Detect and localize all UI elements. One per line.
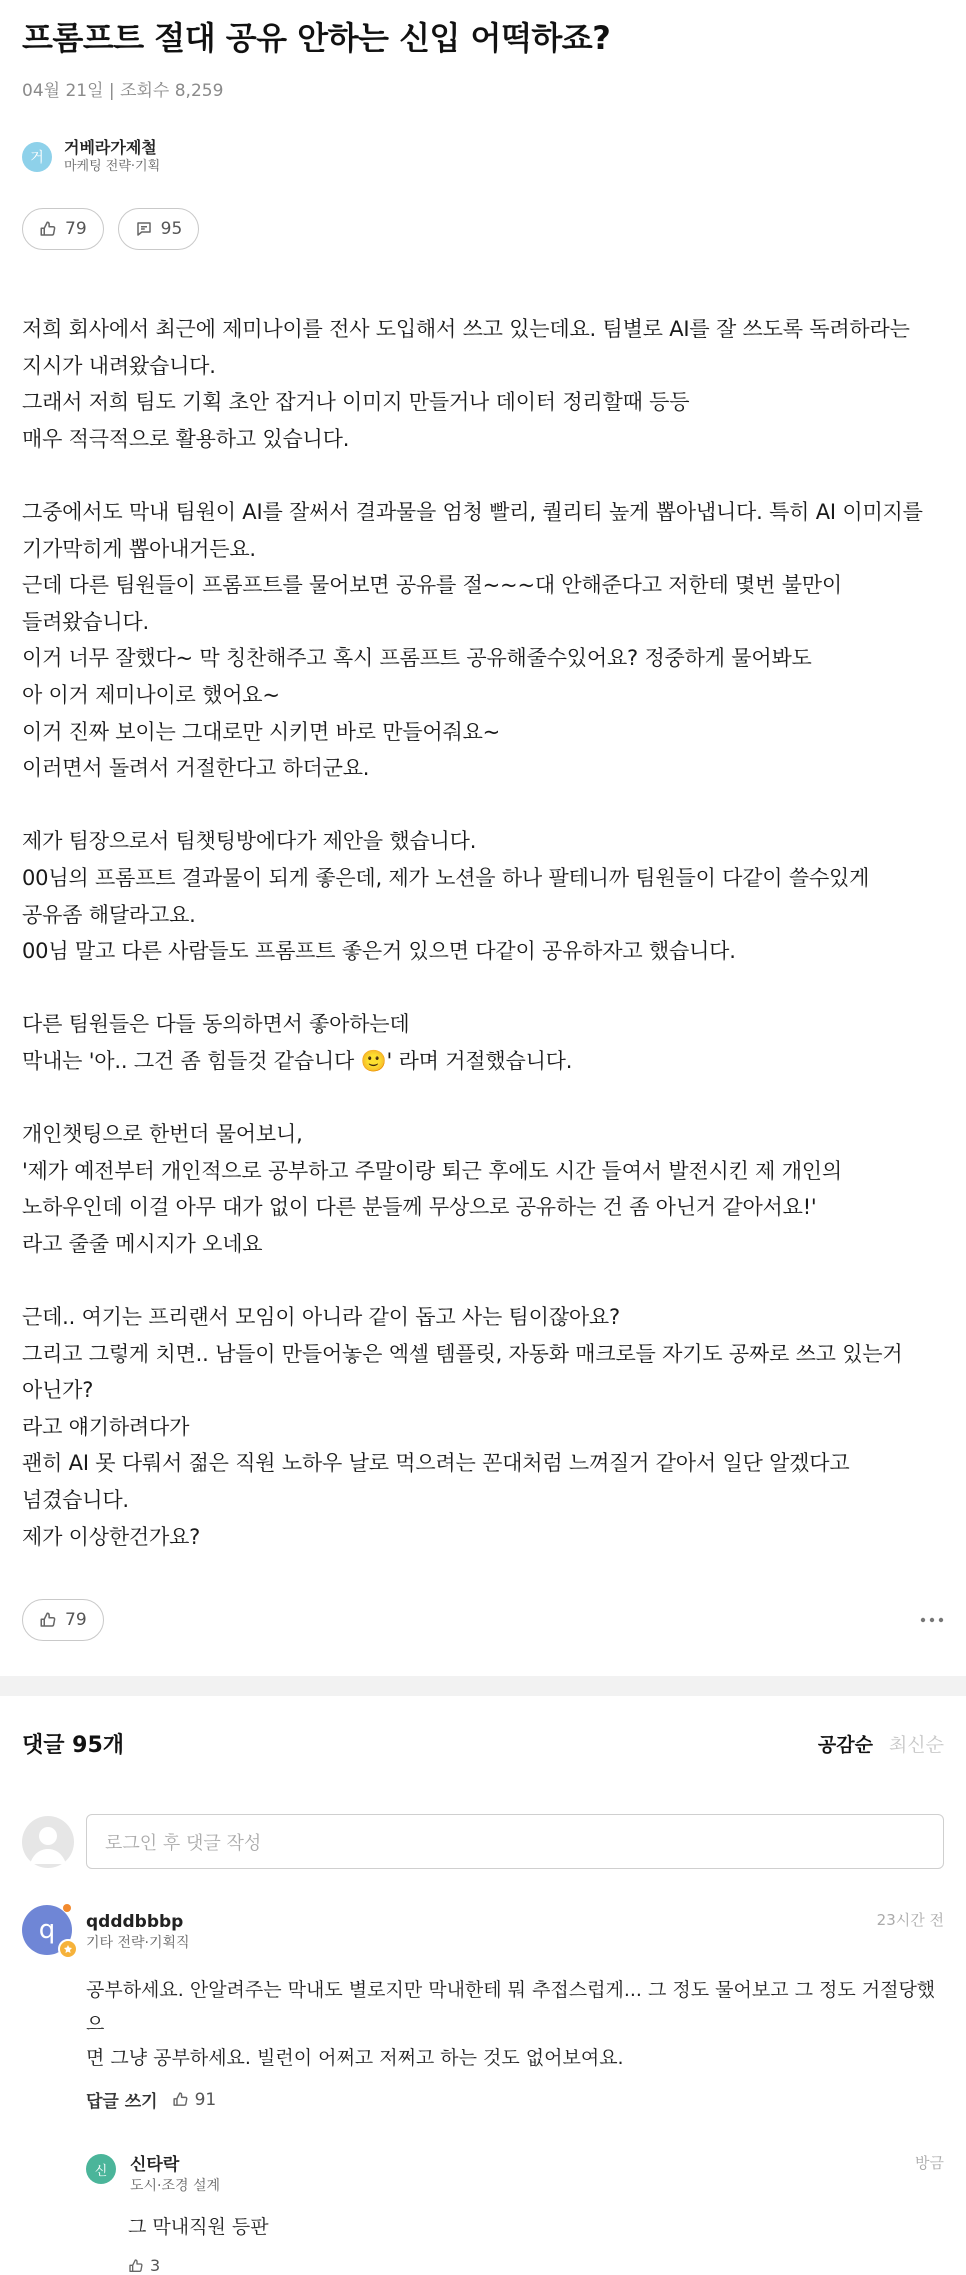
reply-author-role: 도시·조경 설계 — [130, 2178, 221, 2195]
post-meta — [22, 76, 944, 100]
reply-button[interactable]: 답글 쓰기 — [86, 2092, 158, 2113]
reply-item — [86, 2148, 944, 2275]
post-footer — [22, 1597, 944, 1643]
like-button[interactable] — [22, 208, 104, 250]
post-body: 저희 회사에서 최근에 제미나이를 전사 도입해서 쓰고 있는데요. 팀별로 AI를 잘 쓰도록 독려하라는 지시가 내려왔습니다. 그래서 저희 팀도 기획 초안 잡거나 이미지 만들거나 데이터 정리할때 등등 매우 적극적으로 활용하고 있습니다. 그중에서도 막내 팀원이 AI를 잘써서 결과물을 엄청 빨리, 퀄리티 높게 뽑아냅니다. 특히 AI 이미지를 기가막히게 뽑아내거든요. 근데 다른 팀원들이 프롬프트를 물어보면 공유를 절~~~대 안해준다고 저한테 몇번 불만이 들려왔습니다. 이거 너무 잘했다~ 막 칭찬해주고 혹시 프롬프트 공유해줄수있어요? 정중하게 물어봐도 아 이거 제미나이로 했어요~ 이거 진짜 보이는 그대로만 시키면 바로 만들어줘요~ 이러면서 돌려서 거절한다고 하더군요. 제가 팀장으로서 팀챗팅방에다가 제안을 했습니다. 00님의 프롬프트 결과물이 되게 좋은데, 제가 노션을 하나 팔테니까 팀원들이 다같이 쓸수있게 공유좀 해달라고요. 00님 말고 다른 사람들도 프롬프트 좋은거 있으면 다같이 공유하자고 했습니다. 다른 팀원들은 다들 동의하면서 좋아하는데 막내는 '아.. 그건 좀 힘들것 같습니다 🙂' 라며 거절했습니다. 개인챗팅으로 한번더 물어보니, '제가 예전부터 개인적으로 공부하고 주말이랑 퇴근 후에도 시간 들여서 발전시킨 제 개인의 노하우인데 이걸 아무 대가 없이 다른 분들께 무상으로 공유하는 건 좀 아닌거 같아서요!' 라고 줄줄 메시지가 오네요 근데.. 여기는 프리랜서 모임이 아니라 같이 돕고 사는 팀이잖아요? 그리고 그렇게 치면.. 남들이 만들어놓은 엑셀 템플릿, 자동화 매크로들 자기도 공짜로 쓰고 있는거 아닌가? 라고 얘기하려다가 괜히 AI 못 다뤄서 젊은 직원 노하우 날로 먹으려는 꼰대처럼 느껴질거 같아서 일단 알겠다고 넘겼습니다. 제가 이상한건가요? — [22, 317, 923, 1549]
commenter-name[interactable]: qdddbbbp — [86, 1912, 184, 1933]
comment-like-count: 91 — [194, 2089, 217, 2110]
comment-write-row — [22, 1814, 944, 1869]
online-dot-icon — [63, 1904, 71, 1912]
comments-section — [0, 1708, 966, 2275]
commenter-role: 기타 전략·기획직 — [86, 1935, 190, 1952]
comment-time: 23시간 전 — [876, 1911, 944, 1930]
reply-text: 그 막내직원 등판 — [128, 2216, 269, 2239]
comment-count: 95 — [160, 219, 183, 239]
thumbs-up-icon — [39, 1611, 57, 1629]
post-views: 조회수 8,259 — [120, 81, 224, 101]
author-avatar[interactable]: 거 — [22, 142, 52, 172]
comment-input[interactable]: 로그인 후 댓글 작성 — [86, 1814, 944, 1869]
post-title: 프롬프트 절대 공유 안하는 신입 어떡하죠? — [22, 19, 611, 57]
avatar-letter: q — [38, 1915, 56, 1946]
comment-icon — [135, 220, 153, 238]
sort-popular-tab[interactable]: 공감순 — [817, 1733, 873, 1756]
author-role: 마케팅 전략·기획 — [64, 159, 161, 174]
post-date: 04월 21일 — [22, 81, 104, 101]
comments-heading: 댓글 95개 — [22, 1732, 125, 1758]
thumbs-up-icon — [128, 2258, 144, 2274]
post-author[interactable] — [22, 135, 944, 179]
comments-header — [22, 1708, 944, 1778]
like-count: 79 — [65, 219, 87, 239]
comment-like-button[interactable] — [172, 2090, 217, 2110]
meta-separator: | — [108, 81, 115, 101]
user-avatar-placeholder — [22, 1816, 74, 1868]
footer-like-button[interactable] — [22, 1599, 104, 1641]
sort-tabs — [818, 1730, 944, 1757]
reply-avatar[interactable]: 신 — [86, 2154, 116, 2184]
badge-icon — [58, 1939, 78, 1959]
comment-text: 공부하세요. 안알려주는 막내도 별로지만 막내한테 뭐 추접스럽게... 그 정도 물어보고 그 정도 거절당했으 면 그냥 공부하세요. 빌런이 어쩌고 저쩌고 하는 것도 없어보여요. — [86, 1979, 936, 2070]
comment-item — [22, 1905, 944, 2275]
sort-latest-tab[interactable]: 최신순 — [888, 1733, 944, 1756]
reply-time: 방금 — [915, 2154, 944, 2173]
comment-actions — [86, 2087, 944, 2112]
reply-like-count: 3 — [150, 2256, 161, 2275]
comment-button[interactable] — [118, 208, 200, 250]
post-reactions — [22, 208, 944, 250]
section-divider — [0, 1676, 966, 1696]
footer-like-count: 79 — [65, 1610, 87, 1631]
commenter-avatar[interactable] — [22, 1905, 72, 1955]
reply-like-button[interactable] — [128, 2256, 944, 2275]
thumbs-up-icon — [172, 2091, 189, 2108]
author-name[interactable]: 거베라가제철 — [64, 138, 157, 157]
reply-author-name[interactable]: 신타락 — [130, 2155, 180, 2176]
more-horizontal-icon[interactable] — [920, 1616, 944, 1624]
thumbs-up-icon — [39, 220, 57, 238]
